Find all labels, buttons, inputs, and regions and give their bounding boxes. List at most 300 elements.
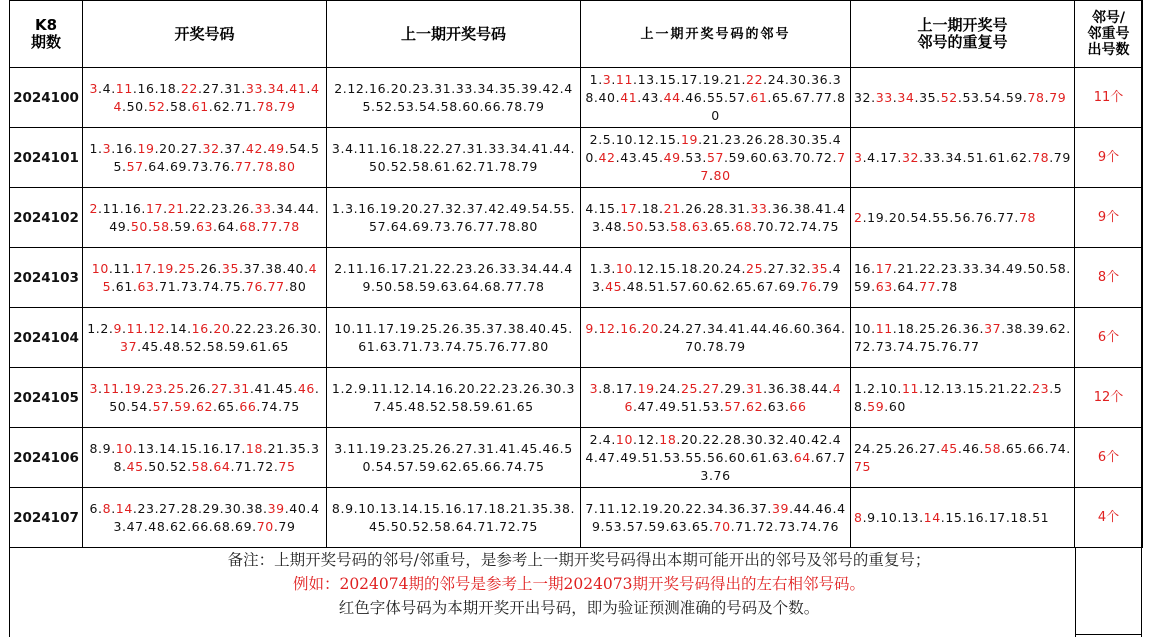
hit-number: 77	[261, 218, 279, 234]
number: 62	[169, 518, 188, 534]
number: 16	[854, 260, 872, 276]
hit-count-cell[interactable]: 11个	[1075, 68, 1143, 128]
number: 40	[585, 131, 842, 165]
hit-number: 11	[115, 80, 133, 96]
number: 37	[486, 320, 504, 336]
number: 40	[286, 260, 305, 276]
number: 52	[429, 398, 447, 414]
number: 71	[159, 278, 177, 294]
number: 21	[702, 131, 720, 147]
hit-number: 25	[746, 260, 764, 276]
number: 31	[477, 440, 495, 456]
number: 45	[369, 518, 387, 534]
number: 17	[988, 509, 1006, 525]
number: 20	[663, 500, 681, 516]
number: 10	[854, 320, 872, 336]
number: 50	[148, 458, 166, 474]
hit-number: 10	[615, 260, 634, 276]
hit-number: 49	[267, 140, 285, 156]
number: 15	[659, 71, 677, 87]
notes-block	[82, 548, 1076, 620]
number: 16	[202, 440, 220, 456]
number: 13	[637, 71, 655, 87]
number: 16	[379, 140, 397, 156]
number: 34	[706, 320, 725, 336]
number: 8	[89, 440, 99, 456]
number: 30	[544, 380, 562, 396]
hit-number: 66	[789, 398, 807, 414]
neighbor-numbers-cell[interactable]: 4.15.17.18.21.26.28.31.33.36.38.41.43.48.50.53.58.63.65.68.70.72.74.75	[581, 188, 851, 248]
hit-number: 17	[146, 200, 164, 216]
number: 17	[615, 380, 634, 396]
number: 23	[455, 260, 473, 276]
prev-draw-numbers-cell[interactable]: 8.9.10.13.14.15.16.17.18.21.35.38.45.50.52.58.64.71.72.75	[327, 488, 581, 548]
hit-count-cell[interactable]: 8个	[1075, 248, 1143, 308]
draw-numbers-cell[interactable]: 1.2.9.11.12.14.16.20.22.23.26.30.37.45.48.52.58.59.61.65	[83, 308, 327, 368]
hit-number: 23	[1032, 380, 1050, 396]
neighbor-numbers-cell[interactable]: 2.5.10.12.15.19.21.23.26.28.30.35.40.42.43.45.49.53.57.59.60.63.70.72.77.80	[581, 128, 851, 188]
number: 79	[728, 338, 746, 354]
hit-count-cell[interactable]: 4个	[1075, 488, 1143, 548]
number: 41	[499, 440, 517, 456]
number: 2	[334, 260, 343, 276]
number: 31	[434, 80, 452, 96]
number: 65	[462, 458, 480, 474]
number: 44	[793, 500, 811, 516]
number: 50	[390, 518, 408, 534]
number: 16	[436, 380, 454, 396]
number: 72	[854, 338, 872, 354]
number: 44	[553, 140, 571, 156]
draw-numbers-cell[interactable]: 3.11.19.23.25.26.27.31.41.45.46.50.54.57.59.62.65.66.74.75	[83, 368, 327, 428]
prev-draw-numbers-cell[interactable]: 3.4.11.16.18.22.27.31.33.34.41.44.50.52.58.61.62.71.78.79	[327, 128, 581, 188]
number: 62	[1010, 149, 1028, 165]
number: 56	[953, 209, 971, 225]
hit-number: 62	[195, 398, 214, 414]
hit-number: 45	[102, 260, 318, 294]
number: 42	[811, 431, 829, 447]
number: 66	[191, 518, 209, 534]
hit-number: 10	[115, 440, 133, 456]
number: 60	[691, 278, 709, 294]
number: 364	[815, 320, 842, 336]
number: 53	[685, 149, 703, 165]
number: 58	[397, 278, 415, 294]
hit-number: 70	[713, 518, 731, 534]
number: 48	[163, 338, 181, 354]
number: 24	[767, 71, 785, 87]
number: 50	[1027, 260, 1045, 276]
number: 58	[434, 518, 452, 534]
number: 14	[401, 500, 419, 516]
hit-number: 32	[202, 140, 220, 156]
number: 71	[235, 98, 253, 114]
hit-count-cell[interactable]: 9个	[1075, 128, 1143, 188]
number: 36	[728, 500, 746, 516]
repeat-numbers-cell[interactable]: 1.2.10.11.12.13.15.21.22.23.58.59.60	[851, 368, 1075, 428]
number: 24	[659, 380, 677, 396]
neighbor-numbers-cell[interactable]: 1.3.10.12.15.18.20.24.25.27.32.35.43.45.48.51.57.60.62.65.67.69.76.79	[581, 248, 851, 308]
number: 60	[888, 398, 906, 414]
hit-number: 17	[620, 200, 638, 216]
number: 32	[854, 89, 872, 105]
number: 71	[477, 518, 495, 534]
number: 63	[440, 278, 458, 294]
header-period: K8 期数	[10, 1, 83, 68]
table-row	[10, 368, 1143, 428]
number: 45	[141, 338, 159, 354]
hit-number: 78	[256, 98, 274, 114]
number: 10	[880, 380, 898, 396]
number: 33	[499, 260, 517, 276]
number: 57	[397, 458, 415, 474]
number: 28	[724, 431, 742, 447]
number: 55	[706, 89, 725, 105]
number: 48	[148, 518, 166, 534]
hit-number: 57	[152, 398, 170, 414]
number: 60	[750, 149, 768, 165]
number: 37	[373, 380, 576, 414]
prev-draw-numbers-cell[interactable]: 3.11.19.23.25.26.27.31.41.45.46.50.54.57.59.62.65.66.74.75	[327, 428, 581, 488]
number: 37	[243, 260, 261, 276]
number: 31	[466, 140, 484, 156]
number: 25	[420, 320, 439, 336]
number: 72	[815, 149, 833, 165]
period-cell[interactable]: 2024104	[10, 308, 83, 368]
number: 67	[815, 449, 833, 465]
number: 20	[401, 200, 419, 216]
draw-numbers-cell[interactable]: 10.11.17.19.25.26.35.37.38.40.45.61.63.71.73.74.75.76.77.80	[83, 248, 327, 308]
number: 77	[997, 209, 1015, 225]
prev-draw-numbers-cell[interactable]: 10.11.17.19.25.26.35.37.38.40.45.61.63.71.73.74.75.76.77.80	[327, 308, 581, 368]
repeat-numbers-cell[interactable]: 3.4.17.32.33.34.51.61.62.78.79	[851, 128, 1075, 188]
number: 2	[589, 431, 599, 447]
header-repeat: 上一期开奖号 邻号的重复号	[851, 1, 1075, 68]
number: 37	[224, 140, 242, 156]
number: 52	[412, 518, 430, 534]
number: 59	[228, 338, 246, 354]
number: 8	[602, 380, 612, 396]
hit-number: 3	[854, 149, 863, 165]
hit-number: 70	[256, 518, 274, 534]
number: 34	[520, 260, 538, 276]
number: 27	[159, 500, 177, 516]
number: 17	[377, 320, 395, 336]
number: 2	[867, 380, 876, 396]
number: 43	[591, 200, 846, 234]
hit-number: 64	[213, 458, 231, 474]
number: 27	[180, 140, 198, 156]
hit-number: 50	[626, 218, 644, 234]
repeat-numbers-cell[interactable]: 8.9.10.13.14.15.16.17.18.51	[851, 488, 1075, 548]
prev-draw-numbers-cell[interactable]: 2.12.16.20.23.31.33.34.35.39.42.45.52.53.54.58.60.66.78.79	[327, 68, 581, 128]
number: 11	[358, 140, 376, 156]
number: 46	[772, 320, 790, 336]
number: 36	[811, 71, 829, 87]
hit-number: 37	[984, 320, 1002, 336]
number: 16	[358, 200, 376, 216]
hit-number: 37	[120, 338, 138, 354]
hit-number: 12	[598, 320, 616, 336]
number: 53	[962, 89, 980, 105]
number: 18	[1010, 509, 1028, 525]
hit-number: 46	[297, 380, 315, 396]
number: 22	[1010, 380, 1028, 396]
period-cell[interactable]: 2024103	[10, 248, 83, 308]
number: 71	[735, 518, 753, 534]
number: 40	[289, 500, 307, 516]
prev-draw-numbers-cell[interactable]: 2.11.16.17.21.22.23.26.33.34.44.49.50.58.59.63.64.68.77.78	[327, 248, 581, 308]
hit-number: 59	[174, 398, 192, 414]
number: 15	[659, 260, 677, 276]
repeat-numbers-cell[interactable]: 10.11.18.25.26.36.37.38.39.62.72.73.74.75.76.77	[851, 308, 1075, 368]
period-cell[interactable]: 2024102	[10, 188, 83, 248]
number: 18	[488, 500, 506, 516]
hit-number: 16	[620, 320, 638, 336]
table-row	[10, 188, 1143, 248]
number: 58	[412, 158, 430, 174]
number: 5	[602, 131, 612, 147]
hit-number: 63	[137, 278, 155, 294]
number: 73	[875, 338, 893, 354]
notes-left-border	[9, 548, 10, 637]
number: 60	[728, 449, 746, 465]
number: 1	[87, 320, 96, 336]
number: 28	[706, 200, 725, 216]
period-cell[interactable]: 2024105	[10, 368, 83, 428]
prev-draw-numbers-cell[interactable]: 1.2.9.11.12.14.16.20.22.23.26.30.37.45.48.52.58.59.61.65	[327, 368, 581, 428]
number: 73	[423, 338, 441, 354]
number: 43	[591, 260, 842, 294]
number: 12	[637, 431, 655, 447]
number: 22	[479, 380, 497, 396]
number: 76	[213, 158, 231, 174]
neighbor-numbers-cell[interactable]: 9.12.16.20.24.27.34.41.44.46.60.364.70.78.79	[581, 308, 851, 368]
number: 45	[276, 380, 294, 396]
number: 27	[444, 140, 463, 156]
number: 38	[265, 260, 283, 276]
number: 32	[767, 431, 785, 447]
repeat-numbers-cell[interactable]: 2.19.20.54.55.56.76.77.78	[851, 188, 1075, 248]
number: 22	[919, 260, 937, 276]
number: 65	[735, 278, 753, 294]
number: 21	[897, 260, 915, 276]
repeat-numbers-cell[interactable]: 24.25.26.27.45.46.58.65.66.74.75	[851, 428, 1075, 488]
number: 75	[224, 278, 242, 294]
number: 71	[477, 158, 495, 174]
header-draw: 开奖号码	[83, 1, 327, 68]
hit-count-cell[interactable]: 9个	[1075, 188, 1143, 248]
number: 44	[297, 200, 315, 216]
number: 52	[390, 158, 408, 174]
number: 54	[375, 458, 393, 474]
number: 18	[159, 80, 177, 96]
hit-number: 34	[267, 80, 285, 96]
number: 66	[1027, 440, 1045, 456]
table-row	[10, 308, 1143, 368]
number: 4	[585, 200, 594, 216]
number: 74	[1049, 440, 1067, 456]
number: 12	[637, 260, 655, 276]
repeat-numbers-cell[interactable]: 32.33.34.35.52.53.54.59.78.79	[851, 68, 1075, 128]
number: 60	[462, 98, 480, 114]
number: 19	[641, 500, 659, 516]
number: 50	[369, 158, 387, 174]
number: 12	[620, 500, 638, 516]
hit-number: 62	[746, 398, 764, 414]
number: 58	[451, 398, 469, 414]
prev-draw-numbers-cell[interactable]: 1.3.16.19.20.27.32.37.42.49.54.55.57.64.69.73.76.77.78.80	[327, 188, 581, 248]
number: 24	[854, 440, 872, 456]
number: 79	[278, 518, 296, 534]
hit-count-cell[interactable]: 12个	[1075, 368, 1143, 428]
number: 24	[663, 320, 681, 336]
number: 59	[728, 149, 746, 165]
number: 59	[854, 278, 872, 294]
number: 46	[685, 89, 703, 105]
hit-count-cell[interactable]: 6个	[1075, 308, 1143, 368]
number: 13	[379, 500, 397, 516]
number: 73	[434, 218, 452, 234]
number: 49	[362, 260, 573, 294]
draw-numbers-cell[interactable]: 8.9.10.13.14.15.16.17.18.21.35.38.45.50.52.58.64.71.72.75	[83, 428, 327, 488]
number: 10	[880, 509, 898, 525]
number: 49	[1005, 260, 1023, 276]
neighbor-numbers-cell[interactable]: 1.3.11.13.15.17.19.21.22.24.30.36.38.40.41.43.44.46.55.57.61.65.67.77.80	[581, 68, 851, 128]
number: 35	[919, 89, 937, 105]
number: 52	[169, 458, 188, 474]
hit-number: 22	[180, 80, 198, 96]
number: 57	[369, 218, 387, 234]
number: 17	[880, 149, 898, 165]
number: 11	[355, 320, 374, 336]
number: 17	[466, 500, 484, 516]
number: 39	[520, 80, 538, 96]
hit-number: 18	[245, 440, 263, 456]
number: 52	[185, 338, 203, 354]
number: 30	[789, 71, 807, 87]
hit-number: 42	[598, 149, 616, 165]
number: 9	[358, 380, 367, 396]
number: 22	[702, 431, 720, 447]
number: 31	[728, 200, 746, 216]
period-cell[interactable]: 2024101	[10, 128, 83, 188]
number: 12	[393, 380, 411, 396]
hit-number: 27	[211, 380, 229, 396]
hit-number: 63	[195, 218, 214, 234]
period-cell[interactable]: 2024107	[10, 488, 83, 548]
number: 20	[702, 260, 720, 276]
number: 16	[369, 260, 387, 276]
number: 66	[484, 458, 502, 474]
number: 23	[501, 380, 519, 396]
hit-number: 11	[102, 380, 120, 396]
number: 72	[256, 458, 274, 474]
number: 9	[345, 500, 354, 516]
number: 34	[477, 80, 495, 96]
number: 38	[245, 500, 263, 516]
repeat-numbers-cell[interactable]: 16.17.21.22.23.33.34.49.50.58.59.63.64.77.78	[851, 248, 1075, 308]
hit-number: 12	[148, 320, 166, 336]
hit-number: 3	[602, 71, 612, 87]
number: 29	[202, 500, 220, 516]
number: 15	[967, 380, 985, 396]
header-count: 邻号/ 邻重号 出号数	[1075, 1, 1143, 68]
number: 11	[347, 260, 365, 276]
number: 46	[542, 440, 560, 456]
number: 71	[401, 338, 419, 354]
period-cell[interactable]: 2024100	[10, 68, 83, 128]
number: 23	[940, 260, 958, 276]
number: 2	[100, 320, 109, 336]
number: 12	[347, 80, 365, 96]
number: 38	[793, 200, 811, 216]
hit-number: 45	[605, 278, 623, 294]
number: 35	[464, 320, 482, 336]
hit-number: 39	[772, 500, 790, 516]
number: 54	[910, 209, 928, 225]
number: 26	[477, 260, 495, 276]
number: 44	[585, 431, 842, 465]
number: 43	[641, 89, 659, 105]
number: 16	[115, 140, 133, 156]
hit-number: 25	[167, 380, 185, 396]
hit-count-cell[interactable]: 6个	[1075, 428, 1143, 488]
hit-number: 77	[700, 149, 846, 183]
hit-number: 57	[724, 398, 742, 414]
hit-number: 33	[750, 200, 768, 216]
number: 57	[728, 89, 746, 105]
number: 74	[800, 218, 818, 234]
draw-numbers-cell[interactable]: 6.8.14.23.27.28.29.30.38.39.40.43.47.48.62.66.68.69.70.79	[83, 488, 327, 548]
draw-numbers-cell[interactable]: 1.3.16.19.20.27.32.37.42.49.54.55.57.64.69.73.76.77.78.80	[83, 128, 327, 188]
number: 18	[401, 140, 419, 156]
number: 53	[702, 398, 720, 414]
number: 62	[713, 278, 731, 294]
number: 53	[605, 518, 623, 534]
hit-number: 11	[875, 320, 893, 336]
number: 18	[641, 200, 659, 216]
number: 73	[180, 278, 198, 294]
number: 32	[789, 260, 807, 276]
draw-numbers-cell[interactable]: 2.11.16.17.21.22.23.26.33.34.44.49.50.58.59.63.64.68.77.78	[83, 188, 327, 248]
hit-number: 46	[624, 380, 842, 414]
hit-number: 23	[146, 380, 164, 396]
number: 15	[423, 500, 441, 516]
hit-number: 8	[102, 500, 112, 516]
draw-numbers-cell[interactable]: 3.4.11.16.18.22.27.31.33.34.41.44.50.52.58.61.62.71.78.79	[83, 68, 327, 128]
number: 41	[815, 200, 833, 216]
hit-number: 33	[245, 80, 263, 96]
neighbor-numbers-cell[interactable]: 3.8.17.19.24.25.27.29.31.36.38.44.46.47.49.51.53.57.62.63.66	[581, 368, 851, 428]
period-cell[interactable]: 2024106	[10, 428, 83, 488]
number: 54	[984, 89, 1002, 105]
neighbor-numbers-cell[interactable]: 2.4.10.12.18.20.22.28.30.32.40.42.44.47.49.51.53.55.56.60.61.63.64.67.73.76	[581, 428, 851, 488]
number: 51	[680, 398, 699, 414]
hit-number: 78	[1018, 209, 1037, 225]
number: 4	[102, 80, 112, 96]
number: 49	[620, 449, 638, 465]
number: 50	[126, 98, 144, 114]
neighbor-numbers-cell[interactable]: 7.11.12.19.20.22.34.36.37.39.44.46.49.53.57.59.63.65.70.71.72.73.74.76	[581, 488, 851, 548]
number: 73	[700, 449, 846, 483]
number: 59	[473, 398, 491, 414]
number: 16	[124, 200, 142, 216]
number: 55	[113, 140, 320, 174]
number: 69	[778, 278, 796, 294]
number: 33	[488, 140, 506, 156]
number: 70	[756, 218, 774, 234]
